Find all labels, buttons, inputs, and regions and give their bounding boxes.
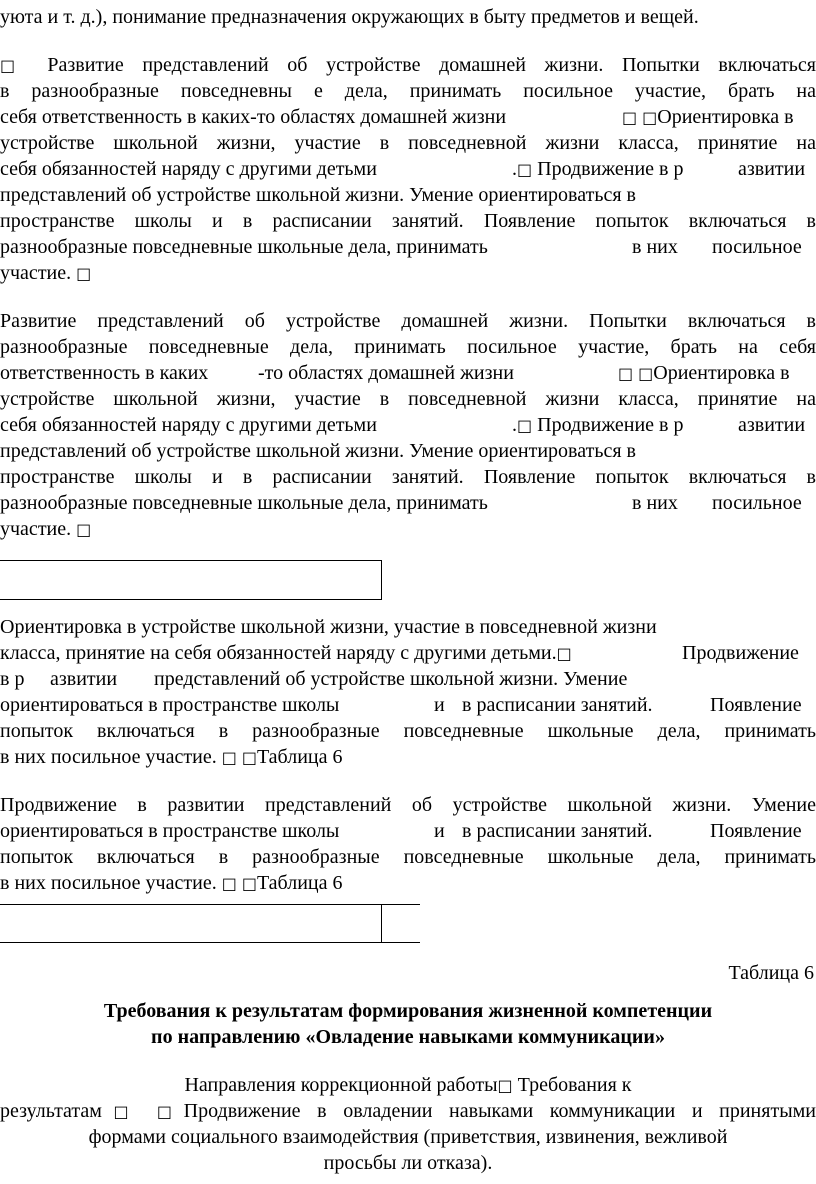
text-line: разнообразные повседневные дела, принимать посильное участие, брать на себя (0, 336, 816, 358)
text-line: в разнообразные повседневны е дела, принимать посильное участие, брать на (0, 80, 816, 102)
missing-glyph-icon: □ (241, 748, 257, 767)
text-line: пространстве школы и в расписании занятий. Появление попыток включаться в (0, 210, 816, 232)
text-line: устройстве школьной жизни, участие в повседневной жизни класса, принятие на (0, 388, 816, 410)
text-span: класса, принятие на себя обязанностей наряду с другими детьми. (0, 642, 557, 664)
text-line: представлений об устройстве школьной жизни. Умение ориентироваться в (0, 184, 636, 206)
text-span: представлений об устройстве школьной жизни. Умение (154, 668, 628, 690)
text-line (0, 1072, 816, 1099)
text-line: формами социального взаимодействия (приветствия, извинения, вежливой (88, 1126, 728, 1148)
text-span: Таблица 6 (256, 746, 343, 768)
text-span: азвитии (738, 158, 806, 180)
text-span: и (434, 820, 445, 842)
missing-glyph-icon: □ (556, 644, 572, 663)
missing-glyph-icon: □ (221, 748, 237, 767)
text-line (0, 1098, 816, 1125)
text-line (0, 870, 816, 897)
text-span: ориентироваться в пространстве школы (0, 694, 340, 716)
missing-glyph-icon: □ (517, 160, 533, 179)
text-span: Развитие представлений об устройстве домашней жизни. Попытки включаться (47, 54, 816, 76)
text-line (0, 260, 816, 287)
text-span: Продвижение в овладении навыками коммуникации и принятыми (183, 1100, 816, 1122)
text-line (0, 52, 816, 79)
text-span: посильное (712, 236, 802, 258)
text-line: Ориентировка в устройстве школьной жизни, участие в повседневной жизни (0, 616, 657, 638)
text-line (0, 104, 816, 130)
text-span: участие. (0, 518, 72, 540)
missing-glyph-icon: □ (156, 1102, 184, 1121)
text-span: азвитии (738, 414, 806, 436)
text-line: себя обязанностей наряду с другими детьми .□ Продвижение в р азвитии (0, 158, 806, 180)
text-span: Требования к (517, 1074, 632, 1096)
text-span: Ориентировка в (657, 106, 794, 128)
text-span: себя обязанностей наряду с другими детьми (0, 414, 377, 436)
text-span: Ориентировка в (653, 362, 790, 384)
text-span: -то областях домашней жизни (258, 362, 514, 384)
text-span: и (434, 694, 445, 716)
missing-glyph-icon: □ (76, 520, 92, 539)
text-span: в них посильное участие. (0, 746, 217, 768)
text-line (0, 744, 816, 771)
missing-glyph-icon: □ (517, 416, 533, 435)
text-line (0, 666, 816, 692)
missing-glyph-icon: □ (101, 1102, 141, 1121)
heading-line: Требования к результатам формирования жизненной компетенции (103, 1000, 713, 1022)
text-span: ответственность в каких (0, 362, 209, 384)
text-span: Таблица 6 (256, 872, 343, 894)
text-line (0, 818, 816, 844)
text-line: попыток включаться в разнообразные повседневные школьные дела, принимать (0, 720, 816, 742)
text-line: устройстве школьной жизни, участие в повседневной жизни класса, принятие на (0, 132, 816, 154)
text-span: в расписании занятий. (462, 820, 653, 842)
text-line (0, 234, 816, 260)
table-label: Таблица 6 (728, 962, 814, 984)
text-line (0, 516, 816, 543)
text-span: в расписании занятий. (462, 694, 653, 716)
text-span: себя ответственность в каких-то областях домашней жизни (0, 106, 507, 128)
text-line (0, 692, 816, 718)
text-line: представлений об устройстве школьной жизни. Умение ориентироваться в (0, 440, 636, 462)
missing-glyph-icon: □ (76, 264, 92, 283)
text-span: ориентироваться в пространстве школы (0, 820, 340, 842)
text-span: разнообразные повседневные школьные дела, принимать (0, 492, 488, 514)
missing-glyph-icon: □ (221, 874, 237, 893)
text-span: Продвижение (682, 642, 799, 664)
text-span: посильное (712, 492, 802, 514)
text-span: в р (0, 668, 25, 690)
text-line (0, 640, 816, 667)
missing-glyph-icon: □ (622, 108, 638, 127)
text-span: Продвижение в р (537, 414, 684, 436)
missing-glyph-icon: □ (0, 56, 29, 75)
text-span: результатам (0, 1100, 102, 1122)
text-line: Продвижение в развитии представлений об устройстве школьной жизни. Умение (0, 794, 816, 816)
text-span: в них (632, 492, 678, 514)
text-span: в них посильное участие. (0, 872, 217, 894)
missing-glyph-icon: □ (642, 108, 658, 127)
text-span: Появление (710, 694, 802, 716)
missing-glyph-icon: □ (241, 874, 257, 893)
text-line: попыток включаться в разнообразные повседневные школьные дела, принимать (0, 846, 816, 868)
text-span: участие. (0, 262, 72, 284)
missing-glyph-icon: □ (497, 1076, 513, 1095)
text-line (0, 490, 816, 516)
heading-line: по направлению «Овладение навыками коммуникации» (151, 1026, 665, 1048)
empty-table-cell (0, 560, 382, 600)
missing-glyph-icon: □ (618, 364, 634, 383)
text-line: Развитие представлений об устройстве домашней жизни. Попытки включаться в (0, 310, 816, 332)
text-span: Продвижение в р (537, 158, 684, 180)
text-line: уюта и т. д.), понимание предназначения окружающих в быту предметов и вещей. (0, 6, 699, 28)
text-line (0, 360, 816, 386)
table-cell-divider (381, 904, 382, 942)
text-line: пространстве школы и в расписании занятий. Появление попыток включаться в (0, 466, 816, 488)
table-border-top (0, 904, 420, 905)
text-span: азвитии (50, 668, 118, 690)
table-border-bottom (0, 942, 420, 943)
text-span: в них (632, 236, 678, 258)
text-span: Появление (710, 820, 802, 842)
text-span: Направления коррекционной работы (184, 1074, 498, 1096)
text-line: себя обязанностей наряду с другими детьми .□ Продвижение в р азвитии (0, 414, 806, 436)
text-span: себя обязанностей наряду с другими детьми (0, 158, 377, 180)
text-span: разнообразные повседневные школьные дела, принимать (0, 236, 488, 258)
text-line: просьбы ли отказа). (323, 1152, 493, 1174)
missing-glyph-icon: □ (638, 364, 654, 383)
